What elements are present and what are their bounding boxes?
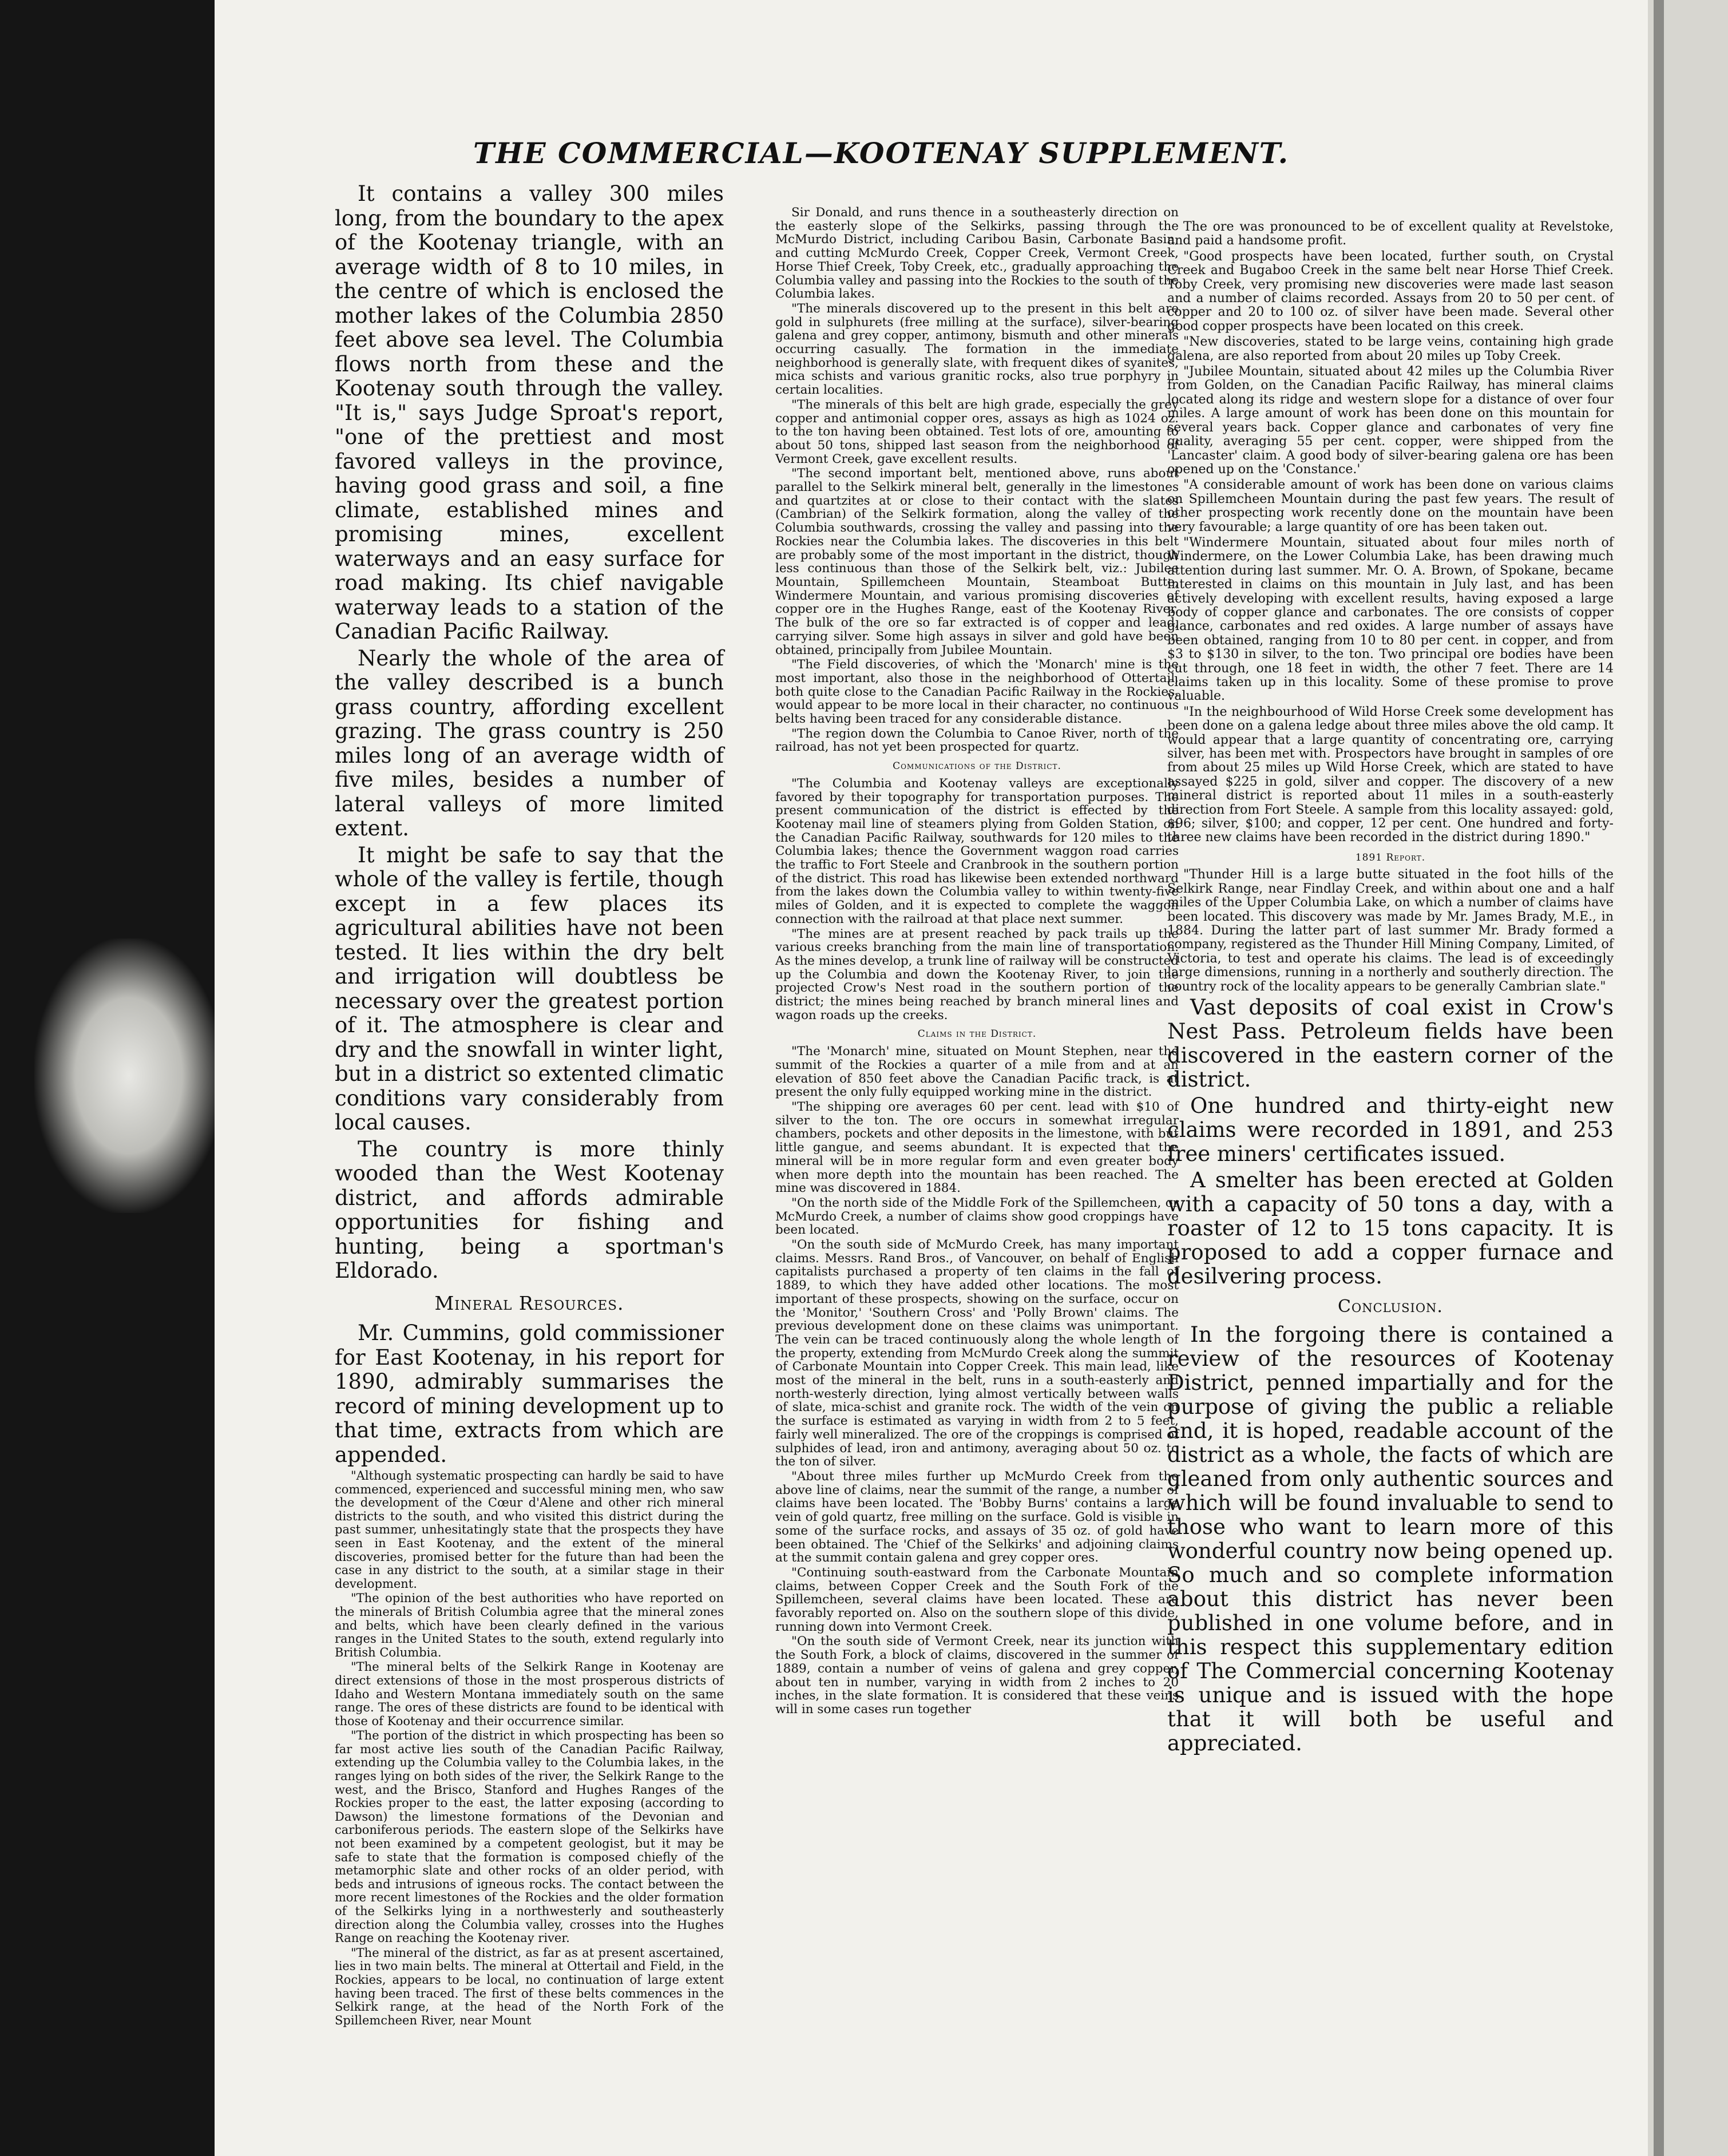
paragraph: "On the south side of McMurdo Creek, has many important claims. Messrs. Rand Bros., of Vancouver, on behalf of English capitalists purchased a property of ten claims in the fall of 1889, to which they have added other locations. The most important of these prospects, showing on the surface, occur on the 'Monitor,' 'Southern Cross' and 'Polly Brown' claims. The previous development done on these claims was unimportant. The vein can be traced continuously along the whole length of the property, extending from McMurdo Creek along the summit of Carbonate Mountain into Copper Creek. This main lead, like most of the mineral in the belt, runs in a south-easterly and north-westerly direction, lying almost vertically between walls of slate, mica-schist and granite rock. The width of the vein on the surface is estimated as varying in width from 2 to 5 feet, fairly well mineralized. The ore of the croppings is comprised of sulphides of lead, iron and antimony, averaging about 50 oz. to the ton of silver. (775, 1238, 1179, 1469)
column-middle (775, 206, 1179, 1718)
paragraph: "The minerals of this belt are high grade, especially the grey copper and antimonial copper ores, assays as high as 1024 oz. to the ton having been obtained. Test lots of ore, amounting to about 50 tons, shipped last season from the neighborhood of Vermont Creek, gave excellent results. (775, 397, 1179, 466)
paragraph: Nearly the whole of the area of the valley described is a bunch grass country, affording excellent grazing. The grass country is 250 miles long of an average width of five miles, besides a number of lateral valleys of more limited extent. (335, 645, 724, 841)
paragraph: "New discoveries, stated to be large veins, containing high grade galena, are also reported from about 20 miles up Toby Creek. (1167, 335, 1614, 363)
paragraph-large: Vast deposits of coal exist in Crow's Nest Pass. Petroleum fields have been discovered in the eastern corner of the district. (1167, 994, 1614, 1092)
column-left (335, 182, 724, 2028)
section-heading-conclusion: Conclusion. (1338, 1296, 1443, 1317)
section-heading-communications: Communications of the District. (893, 760, 1061, 772)
paragraph: "The Columbia and Kootenay valleys are exceptionally favored by their topography for transportation purposes. The present communication of the district is effected by the Kootenay mail line of steamers plying from Golden Station, on the Canadian Pacific Railway, southwards for 120 miles to the Columbia lakes; thence the Government waggon road carries the traffic to Fort Steele and Cranbrook in the southern portion of the district. This road has likewise been extended northward from the lakes down the Columbia valley to within twenty-five miles of Golden, and it is expected to complete the waggon connection with the railroad at that place next summer. (775, 776, 1179, 926)
section-heading-claims: Claims in the District. (917, 1028, 1037, 1040)
quoted-paragraph: "The mineral belts of the Selkirk Range in Kootenay are direct extensions of those in the most prosperous districts of Idaho and Western Montana immediately south on the same range. The ores of these districts are found to be identical with those of Kootenay and their occurrence similar. (335, 1660, 724, 1728)
column-right (1167, 220, 1614, 1758)
paragraph: The ore was pronounced to be of excellent quality at Revelstoke, and paid a handsome profit. (1167, 220, 1614, 248)
paragraph: "On the north side of the Middle Fork of the Spillemcheen, or McMurdo Creek, a number of claims show good croppings have been located. (775, 1195, 1179, 1238)
page-gutter-line (1654, 0, 1664, 2156)
page-header: THE COMMERCIAL—KOOTENAY SUPPLEMENT. (473, 136, 1289, 170)
quoted-paragraph: "The portion of the district in which prospecting has been so far most active lies south of the Canadian Pacific Railway, extending up the Columbia valley to the Columbia lakes, in the ranges lying on both sides of the river, the Selkirk Range to the west, and the Brisco, Stanford and Hughes Ranges of the Rockies proper to the east, the latter exposing (according to Dawson) the limestone formations of the Devonian and carboniferous periods. The eastern slope of the Selkirks have not been examined by a competent geologist, but it may be safe to state that the formation is composed chiefly of the metamorphic slate and other rocks of an older period, with beds and intrusions of igneous rocks. The contact between the more recent limestones of the Rockies and the older formation of the Selkirks lying in a northwesterly and southeasterly direction along the Columbia valley, crosses into the Hughes Range on reaching the Kootenay river. (335, 1729, 724, 1945)
paragraph: "Thunder Hill is a large butte situated in the foot hills of the Selkirk Range, near Findlay Creek, and within about one and a half miles of the Upper Columbia Lake, on which a number of claims have been located. This discovery was made by Mr. James Brady, M.E., in 1884. During the latter part of last summer Mr. Brady formed a company, registered as the Thunder Hill Mining Company, Limited, of Victoria, to test and operate his claims. The lead is of exceedingly large dimensions, running in a northerly and southerly direction. The country rock of the locality appears to be generally Cambrian slate." (1167, 867, 1614, 994)
section-heading-mineral-resources: Mineral Resources. (434, 1291, 624, 1314)
paragraph: "A considerable amount of work has been done on various claims on Spillemcheen Mountain during the past few years. The result of other prospecting work recently done on the mountain have been very favourable; a large quantity of ore has been taken out. (1167, 478, 1614, 534)
paragraph: "Good prospects have been located, further south, on Crystal Creek and Bugaboo Creek in the same belt near Horse Thief Creek. Toby Creek, very promising new discoveries were made last season and a number of claims recorded. Assays from 20 to 50 per cent. of copper and 20 to 100 oz. of silver have been made. Several other good copper prospects have been located on this creek. (1167, 249, 1614, 334)
paragraph: It might be safe to say that the whole of the valley is fertile, though except in a few places its agricultural abilities have not been tested. It lies within the dry belt and irrigation will doubtless be necessary over the greatest portion of it. The atmosphere is clear and dry and the snowfall in winter light, but in a district so extented climatic conditions vary considerably from local causes. (335, 842, 724, 1135)
section-heading-1891-report: 1891 Report. (1355, 851, 1426, 863)
paragraph: The country is more thinly wooded than the West Kootenay district, and affords admirable opportunities for fishing and hunting, being a sportman's Eldorado. (335, 1136, 724, 1283)
paragraph: Mr. Cummins, gold commissioner for East Kootenay, in his report for 1890, admirably summarises the record of mining development up to that time, extracts from which are appended. (335, 1321, 724, 1467)
paragraph: "The 'Monarch' mine, situated on Mount Stephen, near the summit of the Rockies a quarter of a mile from and at an elevation of 850 feet above the Canadian Pacific track, is at present the only fully equipped working mine in the district. (775, 1044, 1179, 1100)
quoted-paragraph: "The opinion of the best authorities who have reported on the minerals of British Columbia agree that the mineral zones and belts, which have been clearly defined in the various ranges in the United States to the south, extend regularly into British Columbia. (335, 1591, 724, 1659)
paragraph-large: A smelter has been erected at Golden with a capacity of 50 tons a day, with a roaster of 12 to 15 tons capacity. It is proposed to add a copper furnace and desilvering process. (1167, 1167, 1614, 1289)
paragraph: "The minerals discovered up to the present in this belt are gold in sulphurets (free milling at the surface), silver-bearing galena and grey copper, antimony, bismuth and other minerals occurring casually. The formation in the immediate neighborhood is generally slate, with frequent dikes of syanites, mica schists and various granitic rocks, also true porphyry in certain localities. (775, 301, 1179, 398)
paragraph: "Continuing south-eastward from the Carbonate Mountain claims, between Copper Creek and the South Fork of the Spillemcheen, several claims have been located. These are favorably reported on. Also on the southern slope of this divide, running down into Vermont Creek. (775, 1565, 1179, 1634)
paragraph: It contains a valley 300 miles long, from the boundary to the apex of the Kootenay triangle, with an average width of 8 to 10 miles, in the centre of which is enclosed the mother lakes of the Columbia 2850 feet above sea level. The Columbia flows north from these and the Kootenay south through the valley. "It is," says Judge Sproat's report, "one of the prettiest and most favored valleys in the province, having good grass and soil, a fine climate, established mines and promising mines, excellent waterways and an easy surface for road making. Its chief navigable waterway leads to a station of the Canadian Pacific Railway. (335, 181, 724, 644)
paragraph: "The mines are at present reached by pack trails up the various creeks branching from the main line of transportation. As the mines develop, a trunk line of railway will be constructed up the Columbia and down the Kootenay River, to join the projected Crow's Nest road in the southern portion of the district; the mines being reached by branch mineral lines and wagon roads up the creeks. (775, 926, 1179, 1022)
paragraph: "In the neighbourhood of Wild Horse Creek some development has been done on a galena ledge about three miles above the old camp. It would appear that a large quantity of concentrating ore, carrying silver, has been met with. Prospectors have brought in samples of ore from about 25 miles up Wild Horse Creek, which are stated to have assayed $225 in gold, silver and copper. The discovery of a new mineral district is reported about 11 miles in a south-easterly direction from Fort Steele. A sample from this locality assayed: gold, $96; silver, $100; and copper, 12 per cent. One hundred and forty-three new claims have been recorded in the district during 1890." (1167, 704, 1614, 845)
paragraph: "Windermere Mountain, situated about four miles north of Windermere, on the Lower Columbia Lake, has been drawing much attention during last summer. Mr. O. A. Brown, of Spokane, became interested in claims on this mountain in July last, and has been actively developing with excellent results, having exposed a large body of copper glance and carbonates. The ore consists of copper glance, carbonates and red oxides. A large number of assays have been obtained, ranging from 10 to 80 per cent. in copper, and from $3 to $130 in silver, to the ton. Two principal ore bodies have been cut through, one 18 feet in width, the other 7 feet. There are 14 claims taken up in this locality. Some of these promise to prove valuable. (1167, 535, 1614, 704)
paragraph: Sir Donald, and runs thence in a southeasterly direction on the easterly slope of the Selkirks, passing through the McMurdo District, including Caribou Basin, Carbonate Basin, and cutting McMurdo Creek, Copper Creek, Vermont Creek, Horse Thief Creek, Toby Creek, etc., gradually approaching the Columbia valley and passing into the Rockies to the south of the Columbia lakes. (775, 205, 1179, 302)
paragraph: "The Field discoveries, of which the 'Monarch' mine is the most important, also those in the neighborhood of Ottertail, both quite close to the Canadian Pacific Railway in the Rockies, would appear to be more local in their character, no continuous belts having been traced for any considerable distance. (775, 657, 1179, 727)
quoted-paragraph: "The mineral of the district, as far as at present ascertained, lies in two main belts. The mineral at Ottertail and Field, in the Rockies, appears to be local, no continuation of large extent having been traced. The first of these belts commences in the Selkirk range, at the head of the North Fork of the Spillemcheen River, near Mount (335, 1945, 724, 2027)
paragraph: "The region down the Columbia to Canoe River, north of the railroad, has not yet been prospected for quartz. (775, 726, 1179, 755)
paragraph: "The shipping ore averages 60 per cent. lead with $10 of silver to the ton. The ore occurs in somewhat irregular chambers, pockets and other deposits in the limestone, with but little gangue, and seems abundant. It is expected that the mineral will be in more regular form and even greater body when more depth into the mountain has been reached. The mine was discovered in 1884. (775, 1100, 1179, 1196)
paragraph: "About three miles further up McMurdo Creek from the above line of claims, near the summit of the range, a number of claims have been located. The 'Bobby Burns' contains a large vein of gold quartz, free milling on the surface. Gold is visible in some of the surface rocks, and assays of 35 oz. of gold have been obtained. The 'Chief of the Selkirks' and adjoining claims at the summit contain galena and grey copper ores. (775, 1469, 1179, 1566)
paragraph: "On the south side of Vermont Creek, near its junction with the South Fork, a block of claims, discovered in the summer of 1889, contain a number of veins of galena and grey copper, about ten in number, varying in width from 2 inches to 20 inches, in the slate formation. It is considered that these veins will in some cases run together (775, 1634, 1179, 1717)
quoted-paragraph: "Although systematic prospecting can hardly be said to have commenced, experienced and successful mining men, who saw the development of the Cœur d'Alene and other rich mineral districts to the south, and who visited this district during the past summer, unhesitatingly state that the prospects they have seen in East Kootenay, and the extent of the mineral discoveries, promised better for the future than had been the case in any district to the south, at a similar stage in their development. (335, 1469, 724, 1591)
paragraph: "The second important belt, mentioned above, runs about parallel to the Selkirk mineral belt, generally in the limestones and quartzites at or close to their contact with the slates (Cambrian) of the Selkirk formation, along the valley of the Columbia southwards, crossing the valley and passing into the Rockies near the Columbia lakes. The discoveries in this belt are probably some of the most important in the district, though less continuous than those of the Selkirk belt, viz.: Jubilee Mountain, Spillemcheen Mountain, Steamboat Butte, Windermere Mountain, and various promising discoveries of copper ore in the Hughes Range, east of the Kootenay River. The bulk of the ore so far extracted is of copper and lead, carrying silver. Some high assays in silver and gold have been obtained, principally from Jubilee Mountain. (775, 466, 1179, 657)
paper-damage-blot (34, 938, 223, 1213)
paragraph-large: One hundred and thirty-eight new claims were recorded in 1891, and 253 free miners' certificates issued. (1167, 1093, 1614, 1166)
paragraph: "Jubilee Mountain, situated about 42 miles up the Columbia River from Golden, on the Canadian Pacific Railway, has mineral claims located along its ridge and western slope for a distance of over four miles. A large amount of work has been done on this mountain for several years back. Copper glance and carbonates of very fine quality, averaging 55 per cent. copper, were shipped from the 'Lancaster' claim. A good body of silver-bearing galena ore has been opened up on the 'Constance.' (1167, 364, 1614, 477)
paragraph-large: In the forgoing there is contained a review of the resources of Kootenay District, penned impartially and for the purpose of giving the public a reliable and, it is hoped, readable account of the district as a whole, the facts of which are gleaned from only authentic sources and which will be found invaluable to send to those who want to learn more of this wonderful country now being opened up. So much and so complete information about this district has never been published in one volume before, and in this respect this supplementary edition of The Commercial concerning Kootenay is unique and is issued with the hope that it will both be useful and appreciated. (1167, 1322, 1614, 1755)
